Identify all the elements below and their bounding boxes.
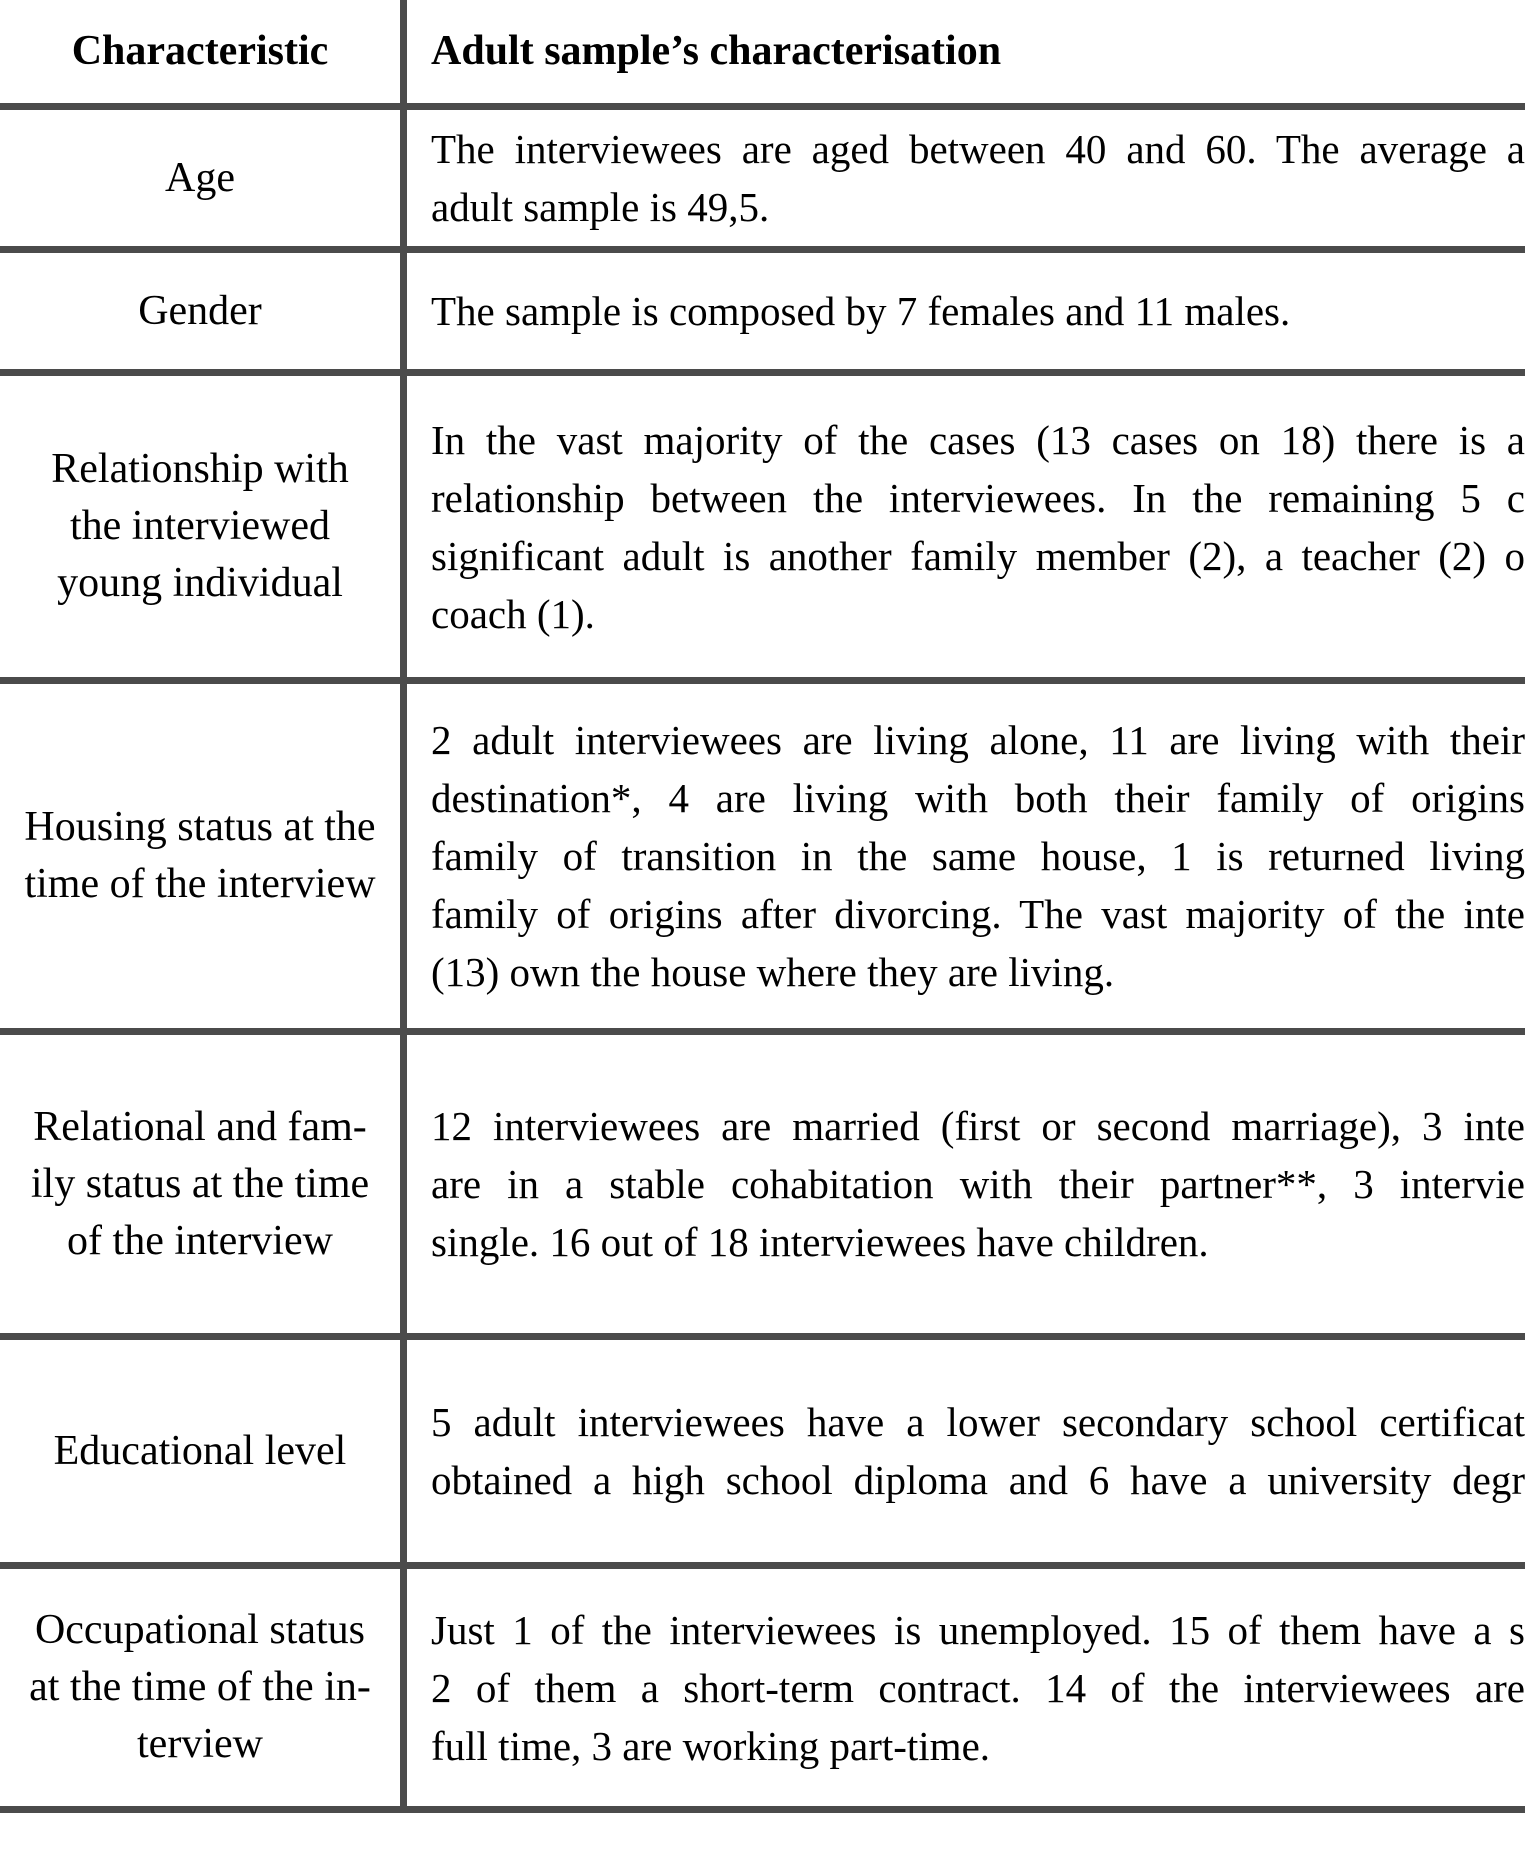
text-line: 2 of them a short-term contract. 14 of the interviewees are — [431, 1664, 1525, 1711]
row-label-line: Relational and fam- — [33, 1103, 367, 1150]
text-line: 2 adult interviewees are living alone, 11 are living with their — [431, 717, 1525, 763]
row-label-housing — [0, 684, 407, 1028]
row-label-line: time of the interview — [24, 861, 376, 907]
text-line: destination*, 4 are living with both their family of origins — [431, 775, 1525, 821]
text-line: family of origins after divorcing. The vast majority of the inte — [431, 891, 1525, 937]
text-line: are in a stable cohabitation with their partner**, 3 intervie — [431, 1161, 1525, 1207]
row-text-relationship — [407, 376, 1525, 677]
text-line: adult sample is 49,5. — [431, 184, 770, 230]
table-row-housing — [0, 684, 1525, 1035]
row-label-line: young individual — [57, 560, 343, 606]
row-text-educational — [407, 1340, 1525, 1562]
header-characteristic-label: Characteristic — [71, 28, 329, 74]
text-line: coach (1). — [431, 590, 595, 637]
table-row-age — [0, 110, 1525, 253]
row-label-relational-family — [0, 1035, 407, 1333]
text-line: In the vast majority of the cases (13 cases on 18) there is a — [431, 416, 1525, 463]
table-row-relational-family — [0, 1035, 1525, 1340]
row-label-line: Relationship with — [51, 446, 349, 492]
text-line: relationship between the interviewees. In the remaining 5 c — [431, 474, 1525, 521]
row-text-housing — [407, 684, 1525, 1028]
row-label-line: ily status at the time — [30, 1160, 370, 1207]
row-text-gender — [407, 253, 1525, 369]
table-header-row — [0, 0, 1525, 110]
table-row-gender — [0, 253, 1525, 376]
row-text-age — [407, 110, 1525, 246]
row-label-occupational — [0, 1569, 407, 1806]
text-line: The sample is composed by 7 females and 11 males. — [431, 288, 1291, 334]
row-text-relational-family — [407, 1035, 1525, 1333]
row-label-age — [0, 110, 407, 246]
text-line: family of transition in the same house, 1 is returned living — [431, 833, 1525, 879]
text-line: 5 adult interviewees have a lower secondary school certificat — [431, 1399, 1525, 1445]
row-label-line: Housing status at the — [24, 804, 376, 850]
row-label-line: Occupational status — [34, 1607, 366, 1653]
row-label-gender — [0, 253, 407, 369]
row-label-line: terview — [137, 1721, 263, 1767]
text-line: obtained a high school diploma and 6 have a university degr — [431, 1457, 1525, 1503]
row-label-line: the interviewed — [69, 503, 331, 549]
row-label-line: of the interview — [67, 1217, 333, 1264]
text-line: significant adult is another family member (2), a teacher (2) o — [431, 532, 1525, 579]
row-label-line: at the time of the in- — [29, 1664, 371, 1710]
row-label-line: Age — [165, 154, 235, 201]
text-line: Just 1 of the interviewees is unemployed. 15 of them have a s — [431, 1606, 1525, 1653]
text-line: full time, 3 are working part-time. — [431, 1722, 991, 1769]
table-row-relationship — [0, 376, 1525, 684]
text-line: The interviewees are aged between 40 and 60. The average a — [431, 126, 1525, 172]
row-label-relationship — [0, 376, 407, 677]
table-row-occupational — [0, 1569, 1525, 1813]
row-label-line: Educational level — [53, 1427, 347, 1474]
header-cell-characterisation — [407, 0, 1525, 103]
row-text-occupational — [407, 1569, 1525, 1806]
text-line: (13) own the house where they are living. — [431, 949, 1115, 995]
table-row-educational — [0, 1340, 1525, 1569]
row-label-line: Gender — [138, 287, 262, 334]
row-label-educational — [0, 1340, 407, 1562]
header-characterisation-label: Adult sample’s characterisation — [431, 28, 1002, 74]
text-line: single. 16 out of 18 interviewees have children. — [431, 1219, 1209, 1265]
text-line: 12 interviewees are married (first or second marriage), 3 inte — [431, 1103, 1525, 1149]
header-cell-characteristic — [0, 0, 407, 103]
